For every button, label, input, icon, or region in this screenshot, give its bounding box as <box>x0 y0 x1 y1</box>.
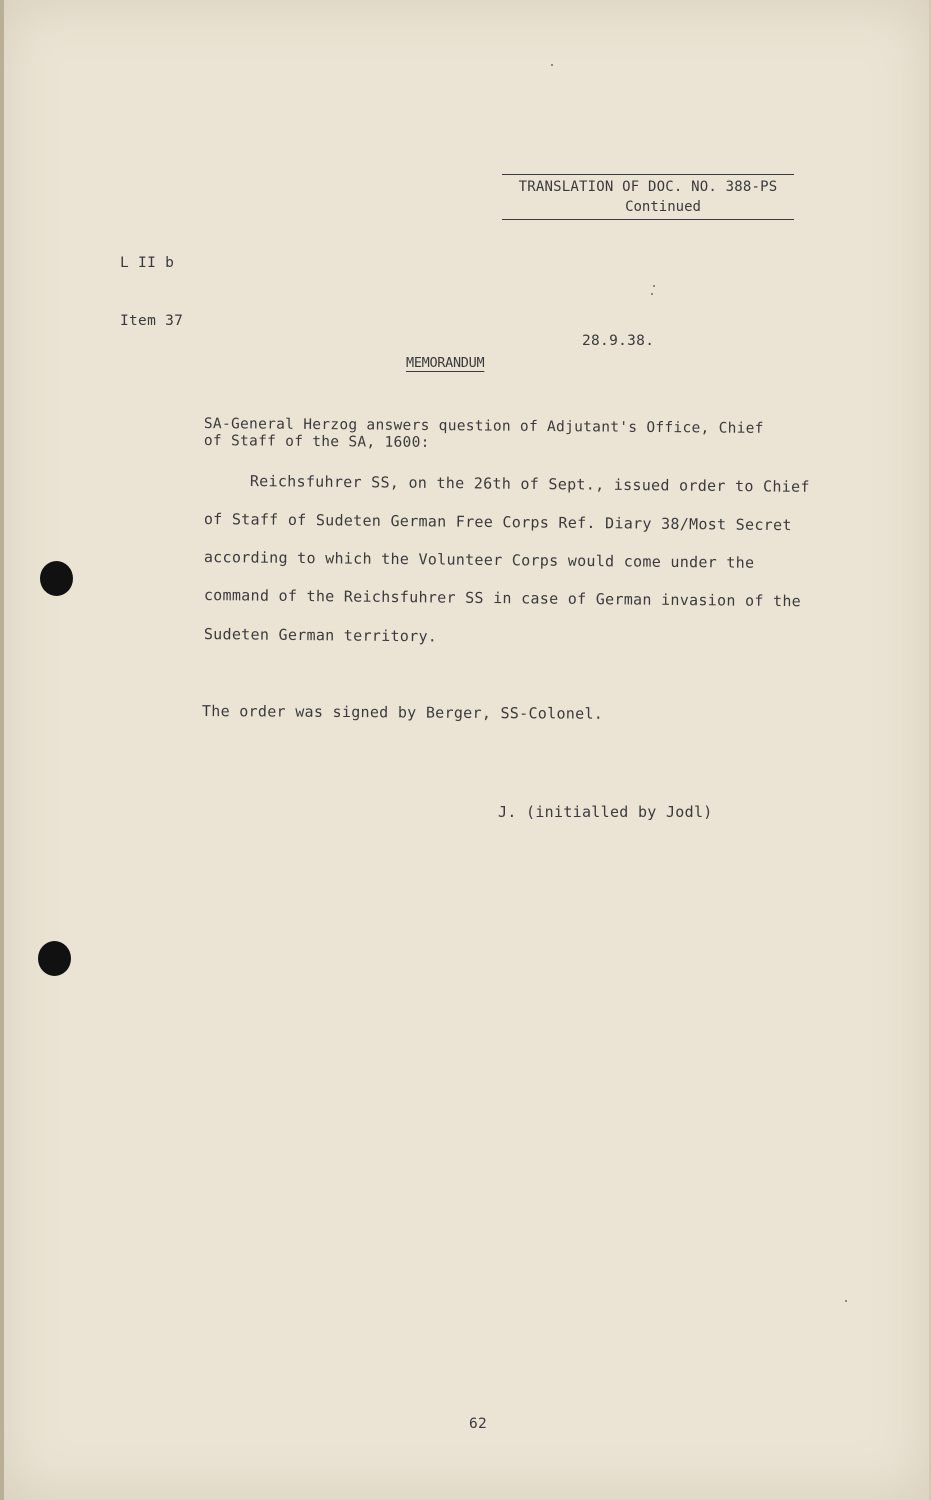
signature-line: J. (initialled by Jodl) <box>498 803 713 821</box>
body-line-4: command of the Reichsfuhrer SS in case of German invasion of the <box>203 586 802 611</box>
reference-code: L II b <box>120 255 175 271</box>
memo-date: 28.9.38. <box>582 333 655 349</box>
document-header <box>502 174 794 220</box>
paper-speck <box>551 64 553 66</box>
document-continued-label: Continued <box>625 199 701 215</box>
body-line-3: according to which the Volunteer Corps would come under the <box>203 548 755 572</box>
punch-hole-lower <box>38 941 71 976</box>
body-line-1: Reichsfuhrer SS, on the 26th of Sept., issued order to Chief <box>249 472 810 496</box>
paper-speck <box>845 1300 847 1302</box>
item-number: Item 37 <box>120 313 184 329</box>
punch-hole-upper <box>40 561 73 596</box>
memo-heading: MEMORANDUM <box>406 355 485 371</box>
page-number: 62 <box>469 1416 488 1432</box>
body-line-2: of Staff of Sudeten German Free Corps Ref. Diary 38/Most Secret <box>203 510 792 535</box>
paper-speck <box>651 293 653 295</box>
paper-speck <box>653 285 655 287</box>
page-left-edge <box>0 0 4 1500</box>
intro-line-1: SA-General Herzog answers question of Adjutant's Office, Chief <box>203 416 764 437</box>
body-line-5: Sudeten German territory. <box>203 625 438 646</box>
intro-line-2: of Staff of the SA, 1600: <box>203 433 430 451</box>
document-title: TRANSLATION OF DOC. NO. 388-PS <box>518 179 778 195</box>
closing-line: The order was signed by Berger, SS-Colonel. <box>201 702 604 723</box>
